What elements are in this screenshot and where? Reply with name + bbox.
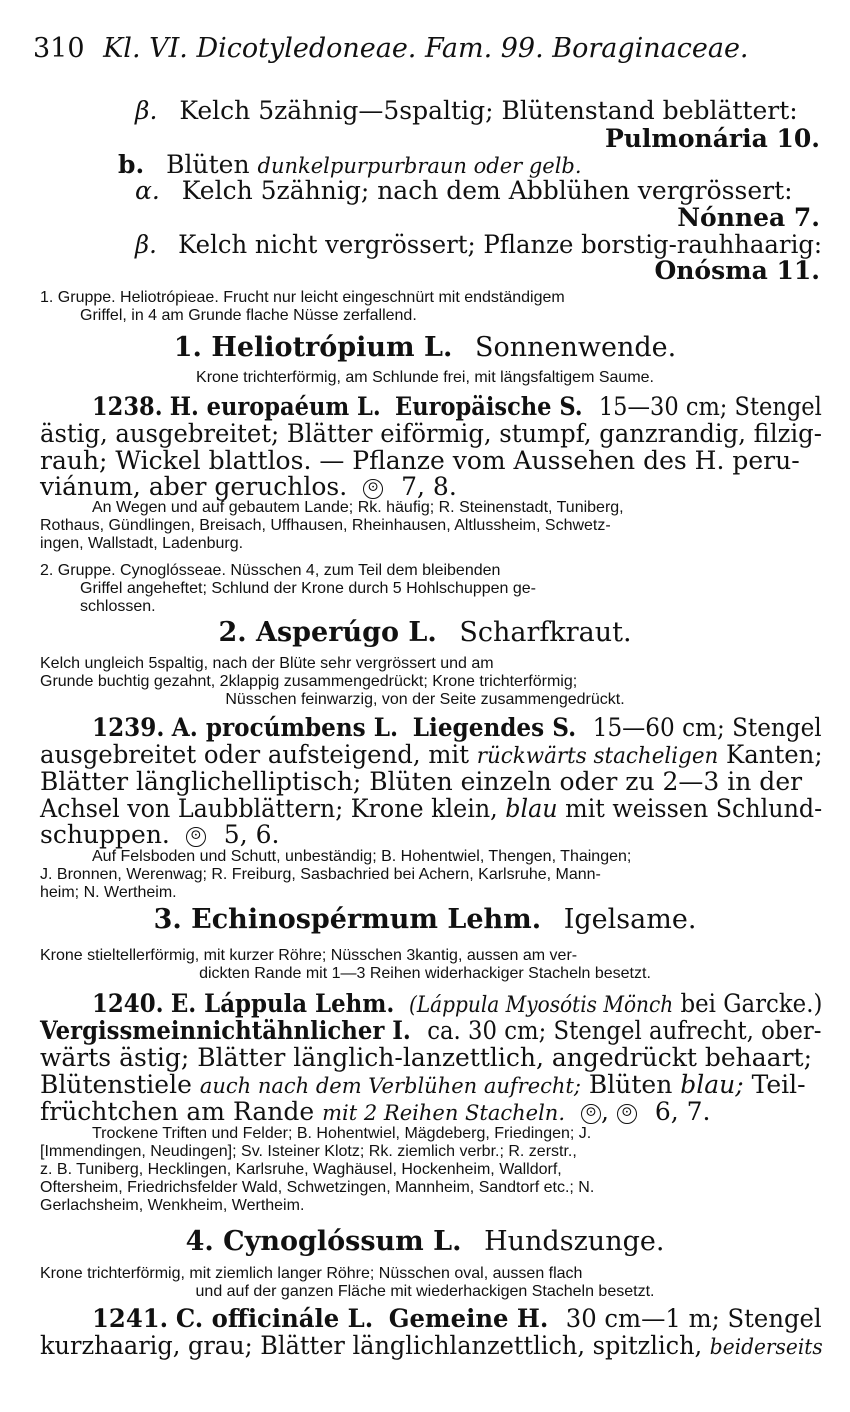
species-text xyxy=(40,820,279,850)
key-label: β. xyxy=(135,230,157,259)
species-text-italic: beiderseits xyxy=(709,1335,823,1359)
key-text: Blüten xyxy=(166,150,250,179)
species-text-italic: blau xyxy=(505,794,558,823)
species-synonym: (Láppula Myosótis Mönch xyxy=(408,993,674,1018)
species-text-italic: mit 2 Reihen Stacheln. xyxy=(322,1101,565,1125)
species-text-part: ca. 30 cm; Stengel aufrecht, ober- xyxy=(427,1016,822,1045)
species-text-part: Teil- xyxy=(751,1070,806,1099)
species-text-part: kurzhaarig, grau; Blätter länglichlanzettlich, spitzlich, xyxy=(40,1331,703,1360)
locality-text: z. B. Tuniberg, Hecklingen, Karlsruhe, Waghäusel, Hockenheim, Walldorf, xyxy=(40,1161,562,1178)
species-text-part: Achsel von Laubblättern; Krone klein, xyxy=(40,794,498,823)
running-title: Kl. VI. Dicotyledoneae. Fam. 99. Boraginaceae. xyxy=(103,33,749,64)
group-heading: 1. Gruppe. Heliotrópieae. Frucht nur leicht eingeschnürt mit endständigem xyxy=(40,289,565,306)
species-text-part: Kanten; xyxy=(726,740,823,769)
species-german-name: Vergissmeinnichtähnlicher I. xyxy=(40,1016,411,1045)
key-result: Nónnea 7. xyxy=(677,203,820,232)
species-german-name: Liegendes S. xyxy=(412,713,577,742)
locality-text: heim; N. Wertheim. xyxy=(40,884,177,901)
genus-title: 2. Asperúgo L. xyxy=(218,617,437,648)
genus-heading xyxy=(0,332,850,364)
genus-common-name: Igelsame. xyxy=(563,904,697,935)
species-text xyxy=(40,1016,821,1046)
species-entry xyxy=(92,713,822,743)
species-text: 30 cm—1 m; Stengel xyxy=(565,1304,822,1333)
key-entry xyxy=(135,176,793,206)
species-text: früchtchen am Rande mit 2 Reihen Stacheln. ⊙ , ⊙ 6, 7. xyxy=(40,1097,711,1126)
species-text: rauh; Wickel blattlos. — Pflanze vom Aussehen des H. peru- xyxy=(40,446,800,475)
species-text-part: ausgebreitet oder aufsteigend, mit xyxy=(40,740,469,769)
genus-title: 1. Heliotrópium L. xyxy=(173,332,453,363)
locality-text: Auf Felsboden und Schutt, unbeständig; B. Hohentwiel, Thengen, Thaingen; xyxy=(92,848,632,865)
genus-description: und auf der ganzen Fläche mit wiederhackigen Stacheln besetzt. xyxy=(195,1283,655,1300)
species-text-part: Blüten xyxy=(588,1070,673,1099)
genus-heading xyxy=(0,617,850,649)
genus-common-name: Hundszunge. xyxy=(484,1226,665,1257)
species-text: wärts ästig; Blätter länglich-lanzettlich, angedrückt behaart; xyxy=(40,1043,813,1072)
species-number: 1238. xyxy=(92,392,163,421)
key-entry xyxy=(135,96,798,126)
group-heading-cont: schlossen. xyxy=(80,598,156,615)
species-name: H. europaéum L. xyxy=(169,392,381,421)
species-number: 1240. xyxy=(92,989,164,1018)
key-text: Kelch 5zähnig—5spaltig; Blütenstand beblättert: xyxy=(179,96,798,125)
species-name: C. officinále L. xyxy=(175,1304,374,1333)
page-number: 310 xyxy=(33,33,85,64)
genus-title: 4. Cynoglóssum L. xyxy=(185,1226,462,1257)
genus-heading xyxy=(0,904,850,936)
species-text-part: früchtchen am Rande xyxy=(40,1097,315,1126)
locality-text: ingen, Wallstadt, Ladenburg. xyxy=(40,535,244,552)
flowering-months: 6, 7. xyxy=(654,1097,711,1126)
locality-text: J. Bronnen, Werenwag; R. Freiburg, Sasbachried bei Achern, Karlsruhe, Mann- xyxy=(40,866,601,883)
genus-common-name: Scharfkraut. xyxy=(459,617,632,648)
key-label: β. xyxy=(135,96,158,125)
species-text-part: mit weissen Schlund- xyxy=(565,794,823,823)
species-number: 1239. xyxy=(92,713,165,742)
species-text-part: viánum, aber geruchlos. xyxy=(40,472,348,501)
key-text: Kelch nicht vergrössert; Pflanze borstig-rauhhaarig: xyxy=(178,230,823,259)
group-heading-cont: Griffel angeheftet; Schlund der Krone durch 5 Hohlschuppen ge- xyxy=(80,580,536,597)
key-result: Onósma 11. xyxy=(654,256,820,285)
species-name: E. Láppula Lehm. xyxy=(170,989,395,1018)
species-german-name: Gemeine H. xyxy=(388,1304,549,1333)
genus-title: 3. Echinospérmum Lehm. xyxy=(153,904,542,935)
genus-description: Kelch ungleich 5spaltig, nach der Blüte sehr vergrössert und am xyxy=(40,655,494,672)
key-label: α. xyxy=(135,176,160,205)
genus-description: dickten Rande mit 1—3 Reihen widerhackiger Stacheln besetzt. xyxy=(199,965,651,982)
species-text: Blätter länglichelliptisch; Blüten einzeln oder zu 2—3 in der xyxy=(40,767,803,796)
genus-heading xyxy=(0,1226,850,1258)
species-text-italic: blau; xyxy=(680,1070,744,1099)
annual-symbol-icon: ⊙ xyxy=(186,827,206,847)
species-name: A. procúmbens L. xyxy=(171,713,399,742)
flowering-months: 5, 6. xyxy=(223,820,280,849)
genus-description: Krone trichterförmig, am Schlunde frei, mit längsfaltigem Saume. xyxy=(196,369,654,386)
locality-text: Trockene Triften und Felder; B. Hohentwiel, Mägdeberg, Friedingen; J. xyxy=(92,1125,592,1142)
flowering-months: 7, 8. xyxy=(401,472,457,501)
genus-description: Nüsschen feinwarzig, von der Seite zusammengedrückt. xyxy=(225,691,625,708)
key-text: Kelch 5zähnig; nach dem Abblühen vergrössert: xyxy=(181,176,793,205)
locality-text: Rothaus, Gündlingen, Breisach, Uffhausen, Rheinhausen, Altlussheim, Schwetz- xyxy=(40,517,611,534)
locality-text: Oftersheim, Friedrichsfelder Wald, Schwetzingen, Mannheim, Sandtorf etc.; N. xyxy=(40,1179,595,1196)
annual-symbol-icon: ⊙ xyxy=(581,1104,601,1124)
species-text-part: bei Garcke.) xyxy=(680,989,823,1018)
genus-common-name: Sonnenwende. xyxy=(474,332,677,363)
species-text-italic: auch nach dem Verblühen aufrecht; xyxy=(199,1074,581,1098)
species-text xyxy=(40,1331,823,1362)
group-heading-cont: Griffel, in 4 am Grunde flache Nüsse zerfallend. xyxy=(80,307,417,324)
species-entry xyxy=(92,392,822,422)
species-text-italic: rückwärts stacheligen xyxy=(476,744,719,769)
locality-text: An Wegen und auf gebautem Lande; Rk. häufig; R. Steinenstadt, Tuniberg, xyxy=(92,499,624,516)
species-text: ästig, ausgebreitet; Blätter eiförmig, stumpf, ganzrandig, filzig- xyxy=(40,419,822,448)
species-german-name: Europäische S. xyxy=(395,392,583,421)
genus-description: Krone trichterförmig, mit ziemlich langer Röhre; Nüsschen oval, aussen flach xyxy=(40,1265,583,1282)
locality-text: [Immendingen, Neudingen]; Sv. Isteiner Klotz; Rk. ziemlich verbr.; R. zerstr., xyxy=(40,1143,577,1160)
species-text: 15—60 cm; Stengel xyxy=(592,713,822,742)
species-entry xyxy=(92,1304,822,1334)
page-header xyxy=(33,34,749,64)
group-heading: 2. Gruppe. Cynoglósseae. Nüsschen 4, zum Teil dem bleibenden xyxy=(40,562,501,579)
locality-text: Gerlachsheim, Wenkheim, Wertheim. xyxy=(40,1197,305,1214)
species-number: 1241. xyxy=(92,1304,169,1333)
species-text-part: Blütenstiele xyxy=(40,1070,192,1099)
genus-description: Grunde buchtig gezahnt, 2klappig zusammengedrückt; Krone trichterförmig; xyxy=(40,673,578,690)
annual-symbol-icon: ⊙ xyxy=(363,479,383,499)
key-text-italic: dunkelpurpurbraun oder gelb. xyxy=(257,154,582,178)
key-result: Pulmonária 10. xyxy=(604,124,820,153)
genus-description: Krone stieltellerförmig, mit kurzer Röhre; Nüsschen 3kantig, aussen am ver- xyxy=(40,947,578,964)
key-label: b. xyxy=(118,150,145,179)
species-text: 15—30 cm; Stengel xyxy=(598,392,822,421)
biennial-symbol-icon: ⊙ xyxy=(617,1104,637,1124)
species-text-part: schuppen. xyxy=(40,820,170,849)
